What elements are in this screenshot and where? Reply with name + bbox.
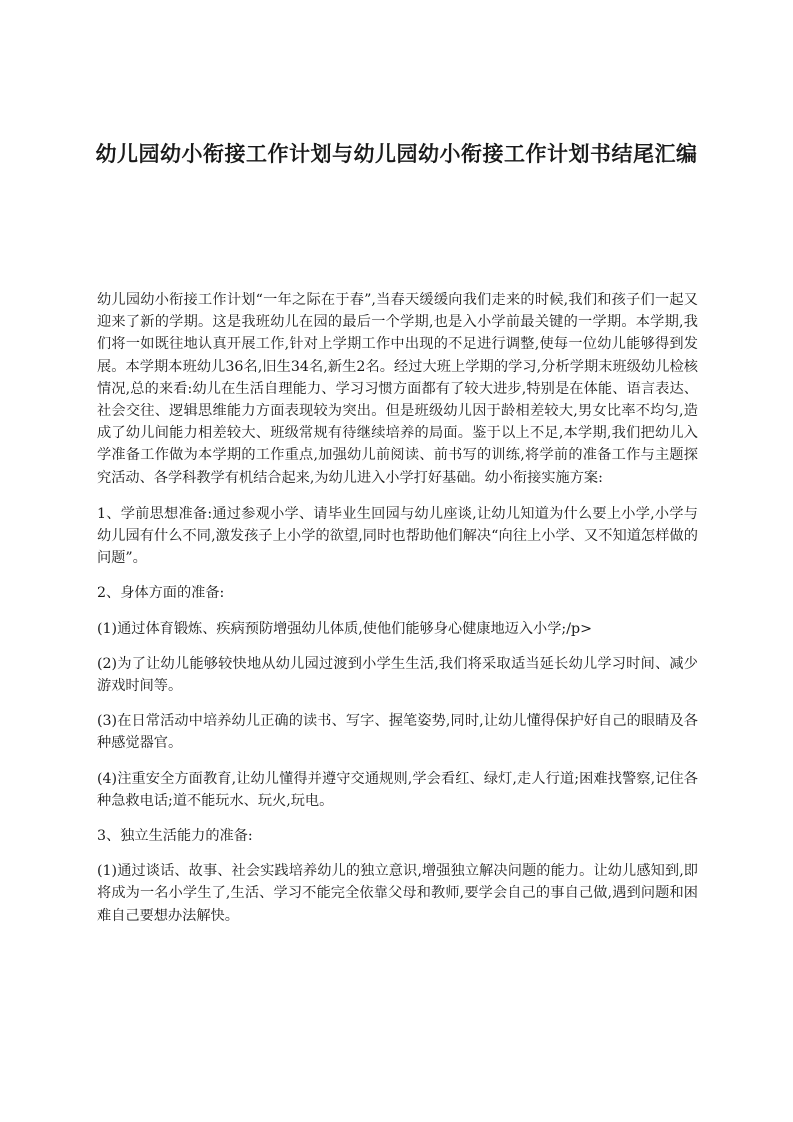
section-2-item-2: (2)为了让幼儿能够较快地从幼儿园过渡到小学生生活,我们将采取适当延长幼儿学习时间、减少游戏时间等。 (97, 655, 698, 695)
section-2-item-3: (3)在日常活动中培养幼儿正确的读书、写字、握笔姿势,同时,让幼儿懂得保护好自己的眼睛及各种感觉器官。 (97, 713, 698, 752)
section-2-item-4: (4)注重安全方面教育,让幼儿懂得并遵守交通规则,学会看红、绿灯,走人行道;困难找警察,记住各种急救电话;道不能玩水、玩火,玩电。 (97, 770, 698, 809)
section-1-paragraph: 1、学前思想准备:通过参观小学、请毕业生回园与幼儿座谈,让幼儿知道为什么要上小学,小学与幼儿园有什么不同,激发孩子上小学的欲望,同时也帮助他们解决“向往上小学、又不知道怎样做的问题”。 (97, 505, 698, 567)
section-3-item-1: (1)通过谈话、故事、社会实践培养幼儿的独立意识,增强独立解决问题的能力。让幼儿感知到,即将成为一名小学生了,生活、学习不能完全依靠父母和教师,要学会自己的事自己做,遇到问题和困难自己要想办法解快。 (97, 863, 698, 924)
section-3-heading: 3、独立生活能力的准备: (97, 828, 253, 845)
document-body (97, 289, 698, 940)
intro-paragraph: 幼儿园幼小衔接工作计划“一年之际在于春”,当春天缓缓向我们走来的时候,我们和孩子们一起又迎来了新的学期。这是我班幼儿在园的最后一个学期,也是入小学前最关键的一学期。本学期,我们将一如既往地认真开展工作,针对上学期工作中出现的不足进行调整,使每一位幼儿能够得到发展。本学期本班幼儿36名,旧生34名,新生2名。经过大班上学期的学习,分析学期末班级幼儿检核情况,总的来看:幼儿在生活自理能力、学习习惯方面都有了较大进步,特别是在体能、语言表达、社会交往、逻辑思维能力方面表现较为突出。但是班级幼儿因于龄相差较大,男女比率不均匀,造成了幼儿间能力相差较大、班级常规有待继续培养的局面。鉴于以上不足,本学期,我们把幼儿入学准备工作做为本学期的工作重点,加强幼儿前阅读、前书写的训练,将学前的准备工作与主题探究活动、各学科教学有机结合起来,为幼儿进入小学打好基础。幼小衔接实施方案: (97, 292, 698, 486)
section-2-item-1: (1)通过体育锻炼、疾病预防增强幼儿体质,使他们能够身心健康地迈入小学;/p> (97, 620, 592, 637)
document-title: 幼儿园幼小衔接工作计划与幼儿园幼小衔接工作计划书结尾汇编 (95, 142, 698, 166)
section-2-heading: 2、身体方面的准备: (97, 585, 225, 602)
